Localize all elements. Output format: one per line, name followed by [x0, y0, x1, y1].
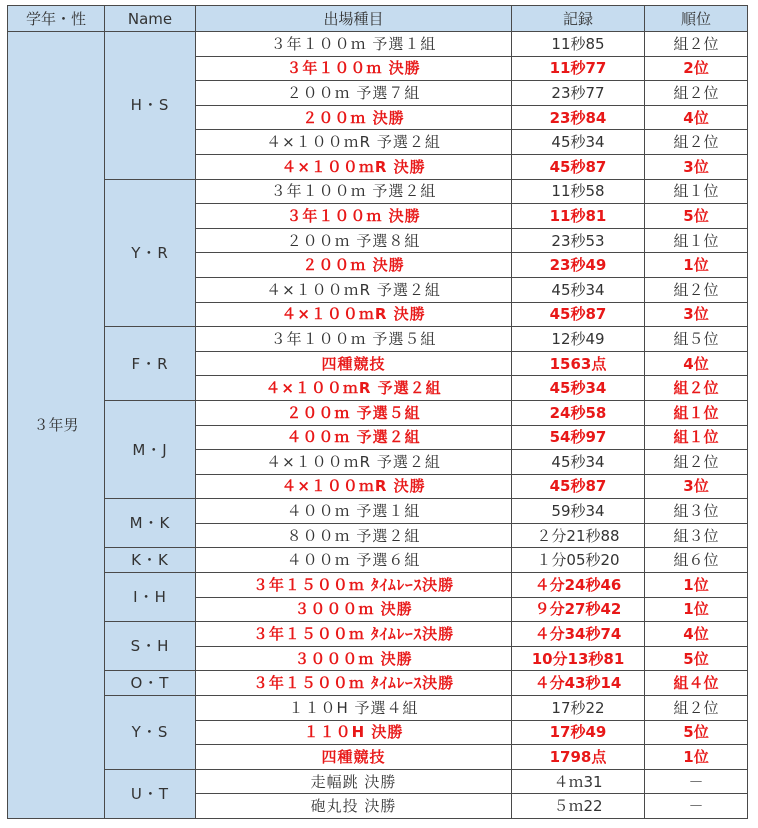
event-cell: ２００ｍ 予選５組	[196, 400, 512, 425]
table-row	[8, 769, 748, 794]
rank-cell: 組１位	[645, 425, 748, 450]
athlete-name-cell: M・J	[105, 400, 196, 498]
event-cell: ４×１００ｍR 決勝	[196, 474, 512, 499]
event-cell: ４×１００ｍR 予選２組	[196, 130, 512, 155]
event-cell: ４００ｍ 予選６組	[196, 548, 512, 573]
record-cell: 1563点	[512, 351, 645, 376]
record-cell: 10分13秒81	[512, 646, 645, 671]
rank-cell: 1位	[645, 253, 748, 278]
record-cell: ４ｍ31	[512, 769, 645, 794]
record-cell: 54秒97	[512, 425, 645, 450]
event-cell: １１０H 決勝	[196, 720, 512, 745]
rank-cell: 組１位	[645, 228, 748, 253]
record-cell: １分05秒20	[512, 548, 645, 573]
record-cell: 23秒77	[512, 81, 645, 106]
athlete-name-cell: O・T	[105, 671, 196, 696]
rank-cell: 組１位	[645, 400, 748, 425]
record-cell: 45秒87	[512, 302, 645, 327]
record-cell: 12秒49	[512, 327, 645, 352]
rank-cell: 組４位	[645, 671, 748, 696]
table-row	[8, 696, 748, 721]
header-rank: 順位	[645, 6, 748, 32]
rank-cell: 組１位	[645, 179, 748, 204]
athlete-name-cell: S・H	[105, 622, 196, 671]
rank-cell: 1位	[645, 597, 748, 622]
record-cell: ４分24秒46	[512, 573, 645, 598]
rank-cell: 組２位	[645, 130, 748, 155]
event-cell: ４００ｍ 予選２組	[196, 425, 512, 450]
rank-cell: 組２位	[645, 376, 748, 401]
rank-cell: 1位	[645, 573, 748, 598]
results-table	[7, 5, 748, 819]
rank-cell: 組２位	[645, 81, 748, 106]
event-cell: ２００ｍ 決勝	[196, 253, 512, 278]
rank-cell: 組３位	[645, 499, 748, 524]
record-cell: 45秒34	[512, 277, 645, 302]
record-cell: 11秒77	[512, 56, 645, 81]
record-cell: ２分21秒88	[512, 523, 645, 548]
rank-cell: 組２位	[645, 32, 748, 57]
rank-cell: 2位	[645, 56, 748, 81]
rank-cell: 4位	[645, 105, 748, 130]
event-cell: 砲丸投 決勝	[196, 794, 512, 819]
event-cell: 四種競技	[196, 745, 512, 770]
rank-cell: 3位	[645, 302, 748, 327]
event-cell: ４×１００ｍR 予選２組	[196, 277, 512, 302]
event-cell: ２００ｍ 決勝	[196, 105, 512, 130]
record-cell: ９分27秒42	[512, 597, 645, 622]
event-cell: １１０H 予選４組	[196, 696, 512, 721]
table-row	[8, 548, 748, 573]
rank-cell: 組２位	[645, 696, 748, 721]
rank-cell: 4位	[645, 622, 748, 647]
header-record: 記録	[512, 6, 645, 32]
results-body	[8, 32, 748, 819]
record-cell: 17秒22	[512, 696, 645, 721]
event-cell: ４×１００ｍR 決勝	[196, 154, 512, 179]
record-cell: 11秒58	[512, 179, 645, 204]
event-cell: ３０００ｍ 決勝	[196, 597, 512, 622]
athlete-name-cell: U・T	[105, 769, 196, 818]
event-cell: ４×１００ｍR 決勝	[196, 302, 512, 327]
header-grade: 学年・性	[8, 6, 105, 32]
table-row	[8, 671, 748, 696]
record-cell: 23秒53	[512, 228, 645, 253]
record-cell: ４分43秒14	[512, 671, 645, 696]
record-cell: 23秒84	[512, 105, 645, 130]
table-row	[8, 179, 748, 204]
rank-cell: 組５位	[645, 327, 748, 352]
rank-cell: 1位	[645, 745, 748, 770]
athlete-name-cell: I・H	[105, 573, 196, 622]
table-row	[8, 573, 748, 598]
header-row	[8, 6, 748, 32]
event-cell: ３年１００ｍ 決勝	[196, 204, 512, 229]
event-cell: ２００ｍ 予選８組	[196, 228, 512, 253]
athlete-name-cell: H・S	[105, 32, 196, 180]
record-cell: ４分34秒74	[512, 622, 645, 647]
event-cell: ４×１００ｍR 予選２組	[196, 450, 512, 475]
table-row	[8, 327, 748, 352]
event-cell: ３年１００ｍ 決勝	[196, 56, 512, 81]
athlete-name-cell: Y・R	[105, 179, 196, 327]
header-name: Name	[105, 6, 196, 32]
event-cell: ３年１５００ｍ ﾀｲﾑﾚｰｽ決勝	[196, 671, 512, 696]
rank-cell: －	[645, 794, 748, 819]
record-cell: 45秒34	[512, 450, 645, 475]
table-row	[8, 32, 748, 57]
rank-cell: 組２位	[645, 277, 748, 302]
record-cell: 11秒81	[512, 204, 645, 229]
event-cell: ３年１５００ｍ ﾀｲﾑﾚｰｽ決勝	[196, 573, 512, 598]
record-cell: 45秒34	[512, 130, 645, 155]
record-cell: 45秒87	[512, 154, 645, 179]
record-cell: 45秒87	[512, 474, 645, 499]
rank-cell: 5位	[645, 720, 748, 745]
rank-cell: －	[645, 769, 748, 794]
event-cell: ３年１００ｍ 予選２組	[196, 179, 512, 204]
athlete-name-cell: Y・S	[105, 696, 196, 770]
grade-cell: ３年男	[8, 32, 105, 819]
rank-cell: 4位	[645, 351, 748, 376]
athlete-name-cell: F・R	[105, 327, 196, 401]
record-cell: 17秒49	[512, 720, 645, 745]
event-cell: 走幅跳 決勝	[196, 769, 512, 794]
event-cell: ４×１００ｍR 予選２組	[196, 376, 512, 401]
rank-cell: 5位	[645, 204, 748, 229]
rank-cell: 3位	[645, 154, 748, 179]
rank-cell: 3位	[645, 474, 748, 499]
rank-cell: 5位	[645, 646, 748, 671]
record-cell: 59秒34	[512, 499, 645, 524]
event-cell: ３年１００ｍ 予選５組	[196, 327, 512, 352]
athlete-name-cell: K・K	[105, 548, 196, 573]
table-row	[8, 400, 748, 425]
athlete-name-cell: M・K	[105, 499, 196, 548]
record-cell: 24秒58	[512, 400, 645, 425]
table-row	[8, 622, 748, 647]
record-cell: 11秒85	[512, 32, 645, 57]
record-cell: ５ｍ22	[512, 794, 645, 819]
event-cell: ３年１００ｍ 予選１組	[196, 32, 512, 57]
record-cell: 23秒49	[512, 253, 645, 278]
event-cell: ３年１５００ｍ ﾀｲﾑﾚｰｽ決勝	[196, 622, 512, 647]
record-cell: 1798点	[512, 745, 645, 770]
rank-cell: 組６位	[645, 548, 748, 573]
event-cell: ２００ｍ 予選７組	[196, 81, 512, 106]
event-cell: ３０００ｍ 決勝	[196, 646, 512, 671]
table-row	[8, 499, 748, 524]
event-cell: 四種競技	[196, 351, 512, 376]
event-cell: ８００ｍ 予選２組	[196, 523, 512, 548]
rank-cell: 組３位	[645, 523, 748, 548]
rank-cell: 組２位	[645, 450, 748, 475]
record-cell: 45秒34	[512, 376, 645, 401]
header-event: 出場種目	[196, 6, 512, 32]
event-cell: ４００ｍ 予選１組	[196, 499, 512, 524]
